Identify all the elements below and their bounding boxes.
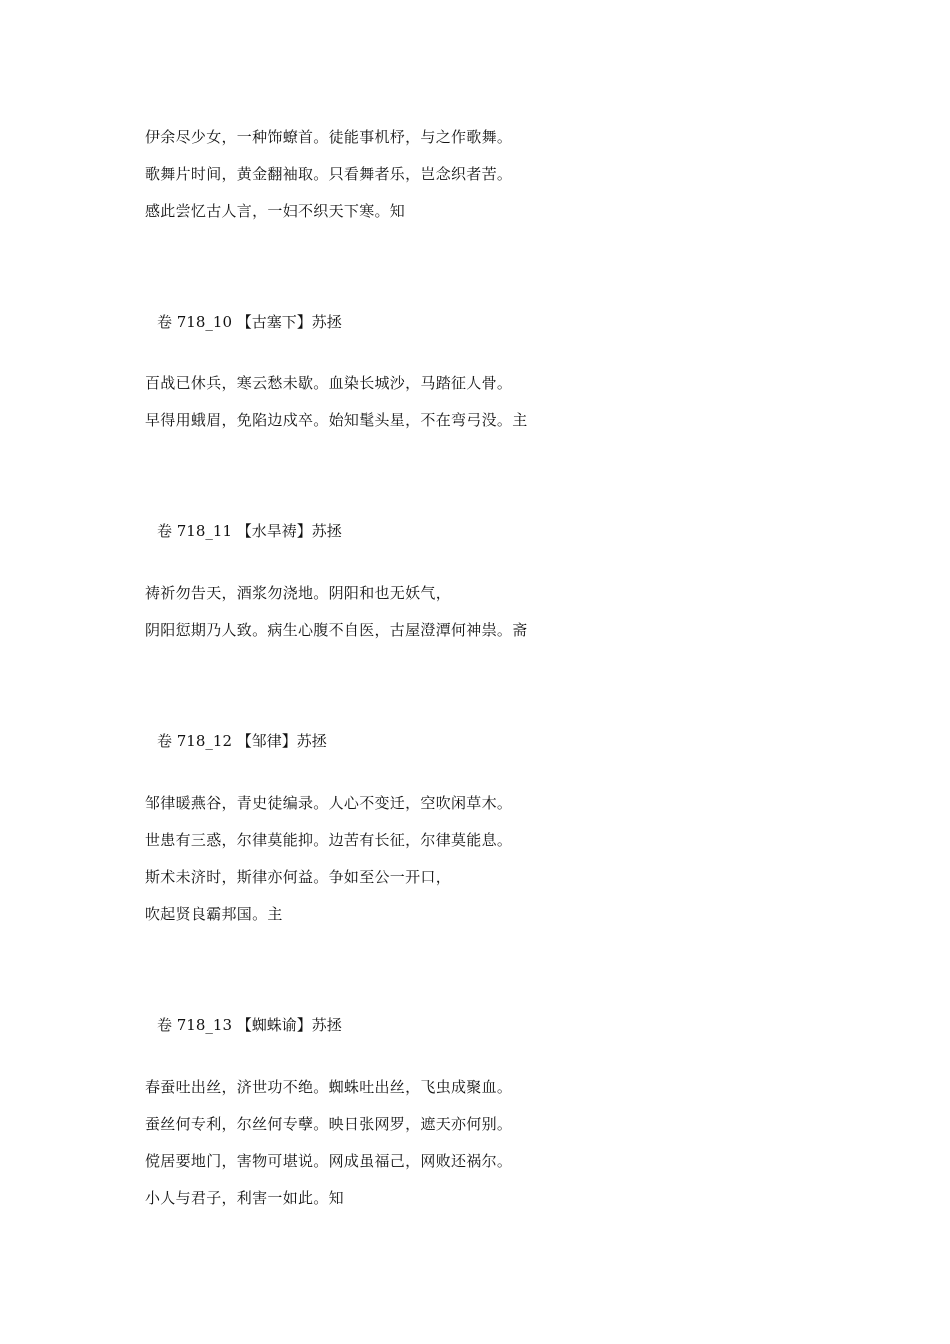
poem-line: 斯术未济时，斯律亦何益。争如至公一开口， xyxy=(145,868,452,886)
poem-line: 伊余尽少女，一种饰蟟首。徒能事机杼，与之作歌舞。 xyxy=(145,128,513,146)
poem-line: 吹起贤良霸邦国。主 xyxy=(145,905,283,923)
poem-line: 小人与君子，利害一如此。知 xyxy=(145,1189,344,1207)
poem-line: 祷祈勿告天，酒浆勿浇地。阴阳和也无妖气， xyxy=(145,584,452,602)
poem-line: 阴阳愆期乃人致。病生心腹不自医，古屋澄潭何神祟。斋 xyxy=(145,621,528,639)
poem-line: 百战已休兵，寒云愁未歇。血染长城沙，马踏征人骨。 xyxy=(145,374,513,392)
poem-line: 蚕丝何专利，尔丝何专孽。映日张网罗，遮天亦何别。 xyxy=(145,1115,513,1133)
poem-line: 感此尝忆古人言，一妇不织天下寒。知 xyxy=(145,202,406,220)
poem-line: 歌舞片时间，黄金翻袖取。只看舞者乐，岂念织者苦。 xyxy=(145,165,513,183)
poem-line: 早得用蛾眉，免陷边戍卒。始知髦头星，不在弯弓没。主 xyxy=(145,411,528,429)
poem-line: 傥居要地门，害物可堪说。网成虽福己，网败还祸尔。 xyxy=(145,1152,513,1170)
poem-heading: 卷 718_13 【蜘蛛谕】苏拯 xyxy=(157,1016,342,1034)
poem-heading: 卷 718_10 【古塞下】苏拯 xyxy=(157,313,342,331)
poem-line: 春蚕吐出丝，济世功不绝。蜘蛛吐出丝，飞虫成聚血。 xyxy=(145,1078,513,1096)
poem-line: 邹律暖燕谷，青史徒编录。人心不变迁，空吹闲草木。 xyxy=(145,794,513,812)
poem-line: 世患有三惑，尔律莫能抑。边苦有长征，尔律莫能息。 xyxy=(145,831,513,849)
poem-heading: 卷 718_11 【水旱祷】苏拯 xyxy=(157,522,342,540)
poem-heading: 卷 718_12 【邹律】苏拯 xyxy=(157,732,327,750)
